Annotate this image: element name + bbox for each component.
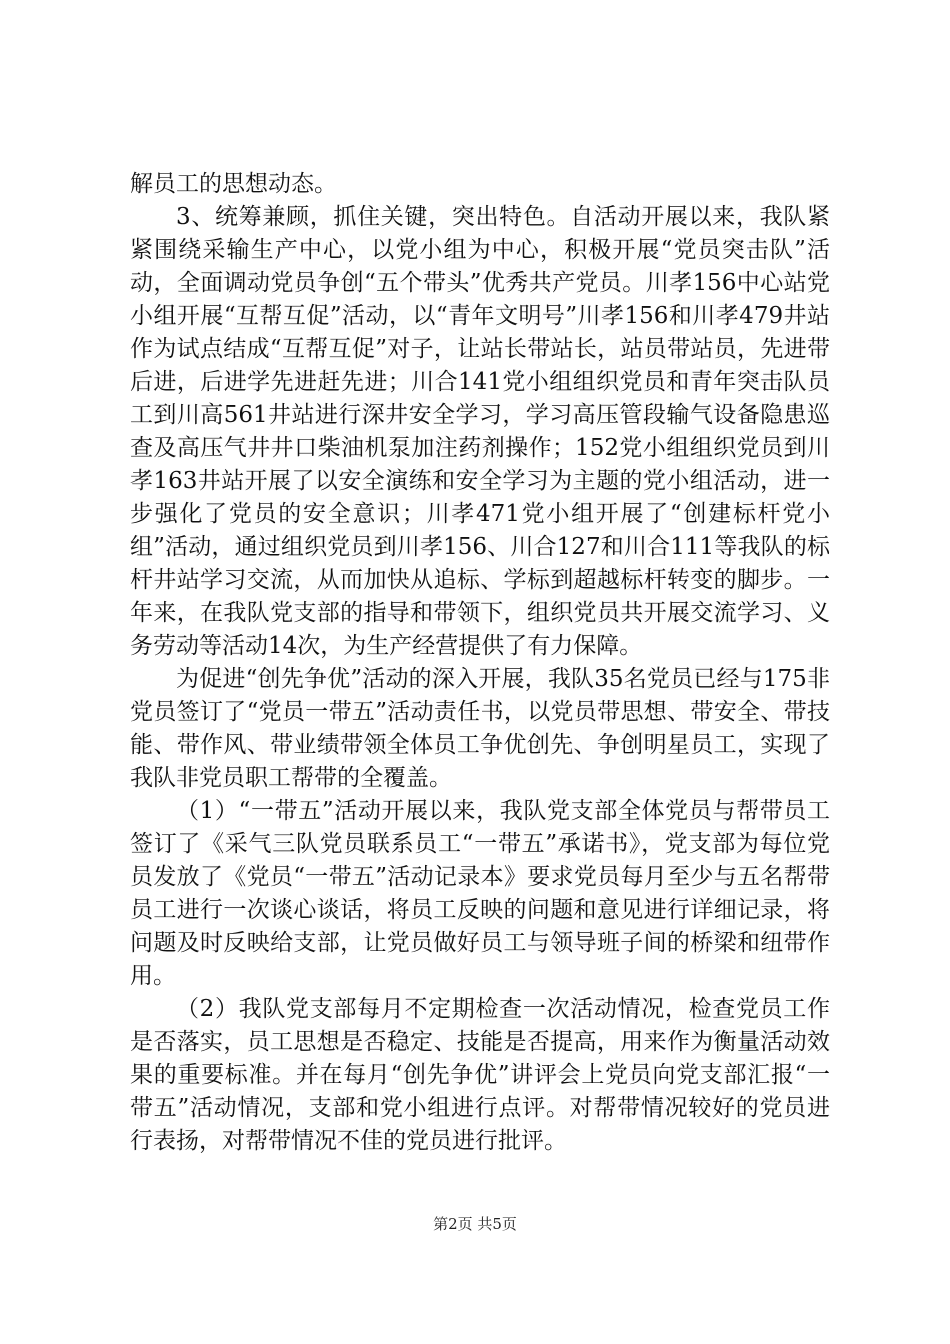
page-number-footer: 第2页 共5页 bbox=[433, 1215, 517, 1233]
document-body bbox=[130, 168, 830, 1158]
paragraph-one-leads-five: 为促进“创先争优”活动的深入开展，我队35名党员已经与175非党员签订了“党员一带五”活动责任书，以党员带思想、带安全、带技能、带作风、带业绩带领全体员工争优创先、争创明星员工，实现了我队非党员职工帮带的全覆盖。 bbox=[130, 666, 830, 791]
paragraph-item-2: （2）我队党支部每月不定期检查一次活动情况，检查党员工作是否落实，员工思想是否稳定、技能是否提高，用来作为衡量活动效果的重要标准。并在每月“创先争优”讲评会上党员向党支部汇报“一带五”活动情况，支部和党小组进行点评。对帮带情况较好的党员进行表扬，对帮带情况不佳的党员进行批评。 bbox=[130, 996, 830, 1154]
paragraph-continuation: 解员工的思想动态。 bbox=[130, 171, 337, 197]
paragraph-coordination: 3、统筹兼顾，抓住关键，突出特色。自活动开展以来，我队紧紧围绕采输生产中心，以党小组为中心，积极开展“党员突击队”活动，全面调动党员争创“五个带头”优秀共产党员。川孝156中心站党小组开展“互帮互促”活动，以“青年文明号”川孝156和川孝479井站作为试点结成“互帮互促”对子，让站长带站长，站员带站员，先进带后进，后进学先进赶先进；川合141党小组组织党员和青年突击队员工到川高561井站进行深井安全学习，学习高压管段输气设备隐患巡查及高压气井井口柴油机泵加注药剂操作；152党小组组织党员到川孝163井站开展了以安全演练和安全学习为主题的党小组活动，进一步强化了党员的安全意识；川孝471党小组开展了“创建标杆党小组”活动，通过组织党员到川孝156、川合127和川合111等我队的标杆井站学习交流，从而加快从追标、学标到超越标杆转变的脚步。一年来，在我队党支部的指导和带领下，组织党员共开展交流学习、义务劳动等活动14次，为生产经营提供了有力保障。 bbox=[130, 204, 830, 659]
paragraph-item-1: （1）“一带五”活动开展以来，我队党支部全体党员与帮带员工签订了《采气三队党员联系员工“一带五”承诺书》，党支部为每位党员发放了《党员“一带五”活动记录本》要求党员每月至少与五名帮带员工进行一次谈心谈话，将员工反映的问题和意见进行详细记录，将问题及时反映给支部，让党员做好员工与领导班子间的桥梁和纽带作用。 bbox=[130, 798, 830, 989]
